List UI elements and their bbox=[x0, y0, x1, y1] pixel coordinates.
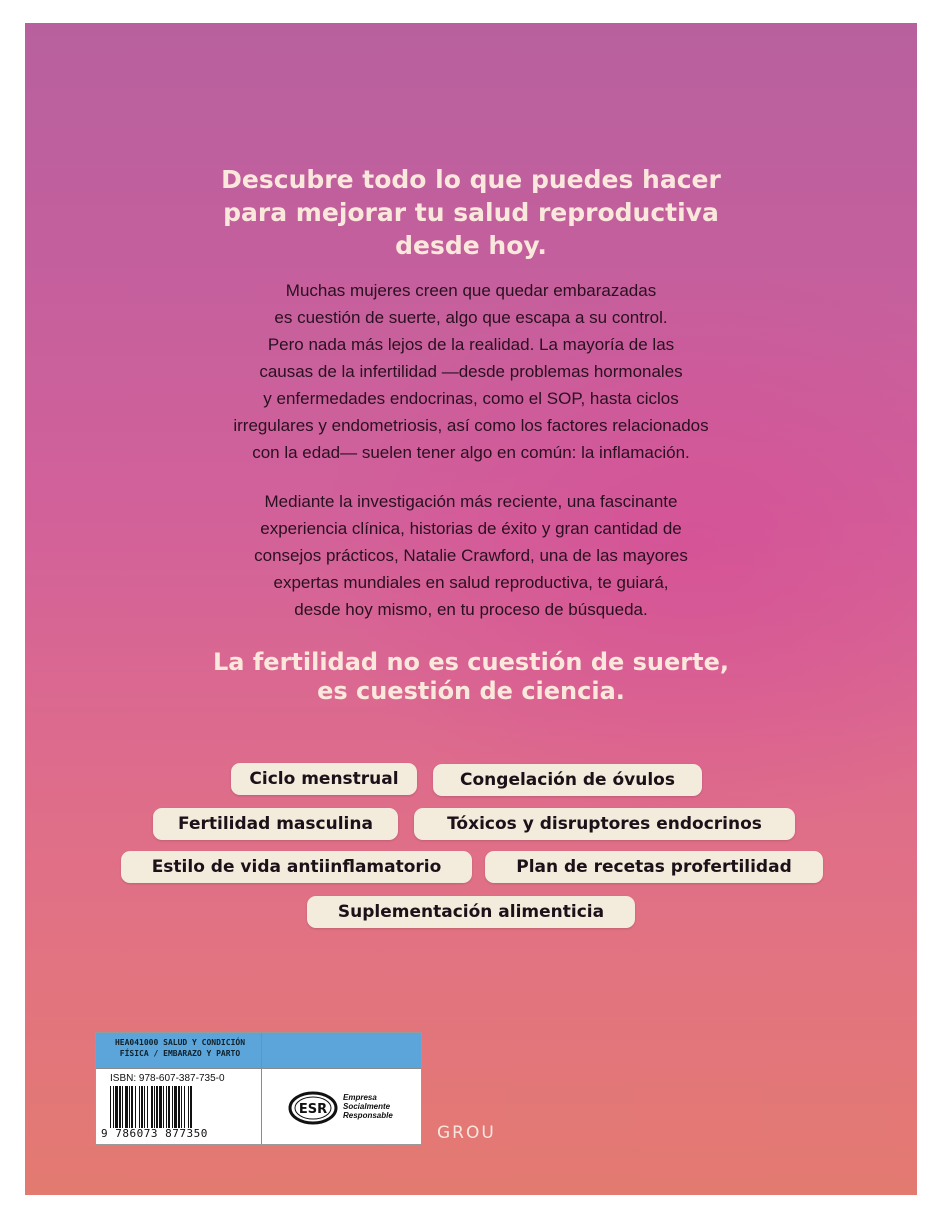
barcode-bar bbox=[131, 1086, 133, 1128]
paragraph-line: irregulares y endometriosis, así como los factores relacionados bbox=[233, 416, 709, 435]
barcode-bar bbox=[172, 1086, 173, 1128]
barcode-bar bbox=[178, 1086, 180, 1128]
topic-pill: Suplementación alimenticia bbox=[307, 896, 635, 928]
barcode-bar bbox=[144, 1086, 145, 1128]
esr-line: Socialmente bbox=[343, 1102, 391, 1111]
headline bbox=[25, 163, 917, 262]
esr-logo-icon bbox=[288, 1091, 340, 1125]
barcode-icon bbox=[108, 1086, 252, 1128]
headline-line: para mejorar tu salud reproductiva bbox=[223, 198, 719, 227]
topic-pill: Congelación de óvulos bbox=[433, 764, 702, 796]
barcode-bar bbox=[166, 1086, 167, 1128]
paragraph-line: causas de la infertilidad —desde problemas hormonales bbox=[259, 362, 683, 381]
barcode-bar bbox=[141, 1086, 143, 1128]
barcode-bar bbox=[122, 1086, 123, 1128]
panel-divider bbox=[261, 1033, 262, 1144]
paragraph-line: Muchas mujeres creen que quedar embarazadas bbox=[285, 281, 657, 300]
esr-logo-text: ESR bbox=[298, 1102, 328, 1117]
barcode-bar bbox=[129, 1086, 130, 1128]
barcode-bar bbox=[168, 1086, 170, 1128]
topic-pill: Ciclo menstrual bbox=[231, 763, 417, 795]
headline-line: desde hoy. bbox=[395, 231, 547, 260]
topic-pill: Tóxicos y disruptores endocrinos bbox=[414, 808, 795, 840]
barcode-bar bbox=[151, 1086, 153, 1128]
category-line: HEA041000 SALUD Y CONDICIÓN bbox=[114, 1038, 246, 1047]
paragraph-line: desde hoy mismo, en tu proceso de búsqueda. bbox=[294, 600, 648, 619]
barcode-bar bbox=[163, 1086, 164, 1128]
barcode-bar bbox=[181, 1086, 182, 1128]
topic-pill: Fertilidad masculina bbox=[153, 808, 398, 840]
barcode-bar bbox=[119, 1086, 121, 1128]
isbn-number: ISBN: 978-607-387-735-0 bbox=[110, 1073, 225, 1084]
barcode-bar bbox=[110, 1086, 111, 1128]
barcode-bar bbox=[125, 1086, 128, 1128]
synopsis-paragraph-2 bbox=[25, 488, 917, 623]
paragraph-line: expertas mundiales en salud reproductiva, te guiará, bbox=[273, 573, 669, 592]
barcode-bar bbox=[147, 1086, 148, 1128]
paragraph-line: con la edad— suelen tener algo en común: la inflamación. bbox=[252, 443, 690, 462]
tagline-line: es cuestión de ciencia. bbox=[317, 677, 625, 705]
back-cover bbox=[25, 23, 917, 1195]
barcode-bar bbox=[139, 1086, 140, 1128]
barcode-bar bbox=[154, 1086, 155, 1128]
paragraph-line: Pero nada más lejos de la realidad. La mayoría de las bbox=[267, 335, 675, 354]
barcode-bar bbox=[159, 1086, 162, 1128]
barcode-bar bbox=[174, 1086, 177, 1128]
esr-line: Empresa bbox=[343, 1093, 377, 1102]
barcode-panel bbox=[95, 1032, 422, 1145]
barcode-bar bbox=[135, 1086, 136, 1128]
barcode-bar bbox=[190, 1086, 192, 1128]
topic-pill: Estilo de vida antiinflamatorio bbox=[121, 851, 472, 883]
category-line: FÍSICA / EMBARAZO Y PARTO bbox=[119, 1049, 241, 1058]
tagline bbox=[25, 648, 917, 706]
publisher-logo: GROU bbox=[437, 1123, 496, 1143]
topic-pill: Plan de recetas profertilidad bbox=[485, 851, 823, 883]
bisac-category bbox=[101, 1037, 259, 1059]
barcode-bar bbox=[184, 1086, 185, 1128]
paragraph-line: y enfermedades endocrinas, como el SOP, hasta ciclos bbox=[263, 389, 679, 408]
esr-label bbox=[343, 1093, 393, 1120]
paragraph-line: Mediante la investigación más reciente, una fascinante bbox=[264, 492, 678, 511]
barcode-bar bbox=[156, 1086, 158, 1128]
synopsis-paragraph-1 bbox=[25, 277, 917, 466]
paragraph-line: consejos prácticos, Natalie Crawford, una de las mayores bbox=[254, 546, 688, 565]
tagline-line: La fertilidad no es cuestión de suerte, bbox=[213, 648, 729, 676]
esr-line: Responsable bbox=[343, 1111, 393, 1120]
ean-number: 9 786073 877350 bbox=[101, 1127, 208, 1140]
paragraph-line: experiencia clínica, historias de éxito y gran cantidad de bbox=[260, 519, 682, 538]
barcode-bar bbox=[188, 1086, 189, 1128]
barcode-bar bbox=[115, 1086, 118, 1128]
headline-line: Descubre todo lo que puedes hacer bbox=[221, 165, 721, 194]
paragraph-line: es cuestión de suerte, algo que escapa a su control. bbox=[274, 308, 668, 327]
barcode-bar bbox=[113, 1086, 114, 1128]
